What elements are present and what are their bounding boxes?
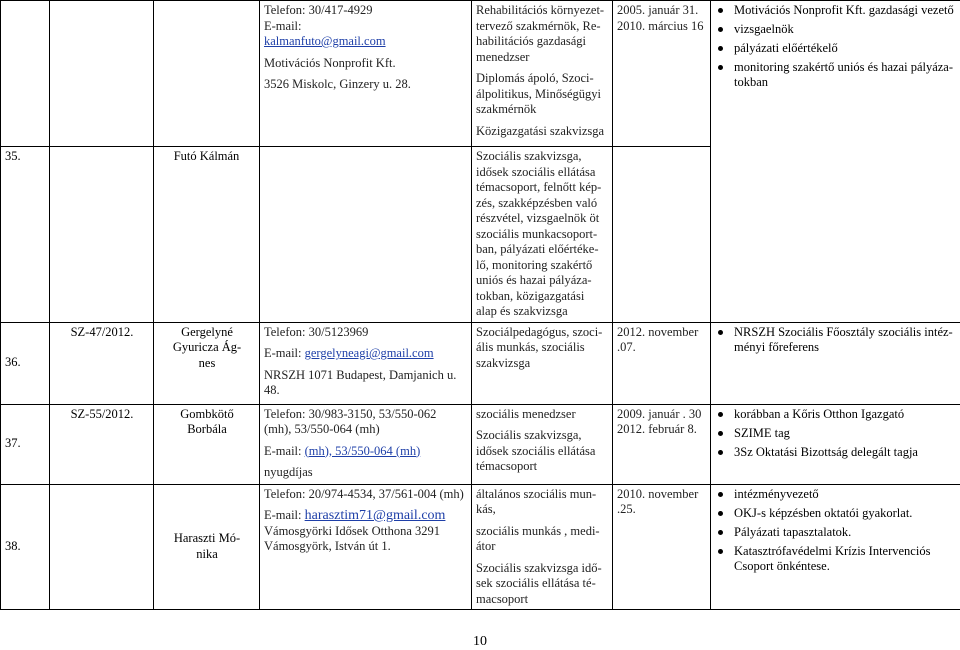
email-line (264, 444, 468, 460)
qualification-cell (472, 147, 613, 323)
activity-item: Katasztrófavédelmi Krízis Intervenciós Csoport önkéntese. (715, 544, 957, 574)
address: 48. (264, 383, 280, 397)
phone: Telefon: 30/983-3150, 53/550-062 (264, 406, 437, 421)
qualification-line: lő, monitoring szakértő (476, 257, 593, 272)
qualification-line: idősek szociális ellátása (476, 164, 596, 179)
qualification-line: uniós és hazai pályáza- (476, 273, 592, 287)
qualification-line: Szociálpedagógus, szoci- (476, 324, 603, 339)
registration-number (50, 484, 154, 610)
email-link[interactable]: gergelyneagi@gmail.com (304, 346, 434, 360)
date-cell (613, 1, 711, 147)
table-row (1, 322, 960, 404)
email-label: E-mail: (264, 443, 305, 458)
qualification-line: menedzser (476, 49, 530, 64)
qualification-line: Közigazgatási szakvizsga (476, 123, 605, 138)
name-line: nes (198, 355, 216, 370)
date-line: 2010. március 16 (617, 18, 704, 33)
contact-cell (260, 484, 472, 610)
date-cell (613, 147, 711, 323)
qualification-line: szakvizsga (476, 355, 531, 370)
date-line: .25. (617, 502, 636, 516)
qualification-line: ális munkás, szociális (476, 340, 585, 354)
qualification-line: tervező szakmérnök, Re- (476, 18, 601, 33)
qualification-cell (472, 484, 613, 610)
qualification-line: kás, (476, 502, 496, 516)
expert-name (154, 484, 260, 610)
name-line: Haraszti Mó- (173, 531, 241, 546)
registration-number: SZ-55/2012. (50, 404, 154, 484)
activities-cell (711, 322, 960, 404)
qualification-line: szociális menedzser (476, 406, 576, 421)
date-line: 2012. február 8. (617, 422, 697, 436)
email-link[interactable]: kalmanfuto@gmail.com (264, 34, 386, 48)
name-line: Gyuricza Ág- (172, 340, 242, 354)
qualification-line: habilitációs gazdasági (476, 34, 587, 48)
activity-item: vizsgaelnök (715, 22, 957, 37)
email-label: E-mail: (264, 18, 302, 33)
date-line: .07. (617, 340, 636, 354)
expert-name (154, 322, 260, 404)
workplace: Vámosgyörki Idősek Otthona 3291 (264, 523, 441, 538)
activity-list (715, 487, 957, 574)
qualification-cell (472, 1, 613, 147)
qualification-line: macsoport (476, 591, 529, 606)
row-number: 38. (1, 484, 50, 610)
date-cell (613, 404, 711, 484)
expert-name: Futó Kálmán (154, 147, 260, 323)
qualification-line: idősek szociális ellátása (476, 443, 596, 458)
qualification-line: ban, pályázati előértéke- (476, 242, 599, 256)
date-line: 2010. november (617, 486, 699, 501)
page-number: 10 (473, 634, 487, 649)
qualification-cell (472, 322, 613, 404)
name-line: Gergelyné (181, 324, 233, 339)
phone: Telefon: 30/5123969 (264, 324, 369, 339)
qualification-line: Szociális szakvizsga idő- (476, 560, 602, 575)
activity-list (715, 407, 957, 460)
activity-item: SZIME tag (715, 426, 957, 441)
activities-cell (711, 404, 960, 484)
status: nyugdíjas (264, 465, 313, 479)
activity-item: intézményvezető (715, 487, 957, 502)
qualification-line: szociális munkacsoport- (476, 226, 598, 241)
activity-item: korábban a Kőris Otthon Igazgató (715, 407, 957, 422)
activity-item: 3Sz Oktatási Bizottság delegált tagja (715, 445, 957, 460)
qualification-line: témacsoport (476, 459, 538, 473)
table-row (1, 1, 960, 147)
qualification-line: szakmérnök (476, 102, 537, 116)
contact-cell (260, 1, 472, 147)
qualification-line: általános szociális mun- (476, 486, 597, 501)
qualification-line: tokban, közigazgatási (476, 288, 585, 303)
qualification-line: Szociális szakvizsga, (476, 149, 582, 163)
qualification-line: Szociális szakvizsga, (476, 428, 582, 442)
table-row (1, 404, 960, 484)
name-line: Gombkötő (180, 406, 234, 421)
email-link[interactable]: (mh), 53/550-064 (mh) (304, 443, 421, 458)
date-cell (613, 322, 711, 404)
activity-item: NRSZH Szociális Főosztály szociális intéz-ményi főreferens (715, 325, 957, 355)
registration-number (50, 147, 154, 323)
row-number: 35. (1, 147, 50, 323)
date-cell (613, 484, 711, 610)
address: 3526 Miskolc, Ginzery u. 28. (264, 77, 411, 91)
qualification-line: Diplomás ápoló, Szoci- (476, 71, 594, 85)
activity-item: Pályázati tapasztalatok. (715, 525, 957, 540)
phone: Telefon: 30/417-4929 (264, 3, 373, 17)
row-number: 36. (1, 322, 50, 404)
row-number (1, 1, 50, 147)
activity-item: monitoring szakértő uniós és hazai pályáza-tokban (715, 60, 957, 90)
table-row (1, 484, 960, 610)
activity-item: pályázati előértékelő (715, 41, 957, 56)
activities-cell (711, 1, 960, 323)
qualification-line: részvétel, vizsgaelnök öt (476, 211, 600, 225)
activity-item: OKJ-s képzésben oktatói gyakorlat. (715, 506, 957, 521)
qualification-line: Rehabilitációs környezet- (476, 3, 605, 17)
activity-list (715, 3, 957, 90)
row-number: 37. (1, 404, 50, 484)
address: Vámosgyörk, István út 1. (264, 539, 391, 553)
date-line: 2005. január 31. (617, 3, 699, 17)
workplace: Motivációs Nonprofit Kft. (264, 55, 396, 70)
email-label: E-mail: (264, 346, 305, 360)
date-line: 2012. november (617, 324, 699, 339)
phone: Telefon: 20/974-4534, 37/561-004 (mh) (264, 486, 464, 501)
qualification-line: szociális munkás , medi- (476, 523, 600, 538)
contact-cell (260, 147, 472, 323)
name-line: Borbála (187, 422, 227, 436)
email-label: E-mail: (264, 508, 305, 522)
email-line (264, 346, 468, 362)
date-line: 2009. január . 30 (617, 406, 702, 421)
qualification-cell (472, 404, 613, 484)
qualification-line: sek szociális ellátása té- (476, 576, 596, 590)
email-link[interactable]: harasztim71@gmail.com (304, 508, 446, 523)
registration-number (50, 1, 154, 147)
phone: (mh), 53/550-064 (mh) (264, 422, 380, 436)
qualification-line: alap és szakvizsga (476, 304, 568, 318)
expert-name (154, 1, 260, 147)
registration-number: SZ-47/2012. (50, 322, 154, 404)
qualification-line: zés, szakképzésben való (476, 195, 598, 210)
qualification-line: témacsoport, felnőtt kép- (476, 180, 602, 194)
qualification-line: átor (476, 539, 496, 553)
qualification-line: álpolitikus, Minőségügyi (476, 86, 601, 101)
activity-list (715, 325, 957, 355)
email-line (264, 508, 468, 524)
activities-cell (711, 484, 960, 610)
contact-cell (260, 404, 472, 484)
activity-item: Motivációs Nonprofit Kft. gazdasági vezető (715, 3, 957, 18)
expert-name (154, 404, 260, 484)
workplace: NRSZH 1071 Budapest, Damjanich u. (264, 367, 457, 382)
contact-cell (260, 322, 472, 404)
name-line: nika (196, 546, 218, 561)
